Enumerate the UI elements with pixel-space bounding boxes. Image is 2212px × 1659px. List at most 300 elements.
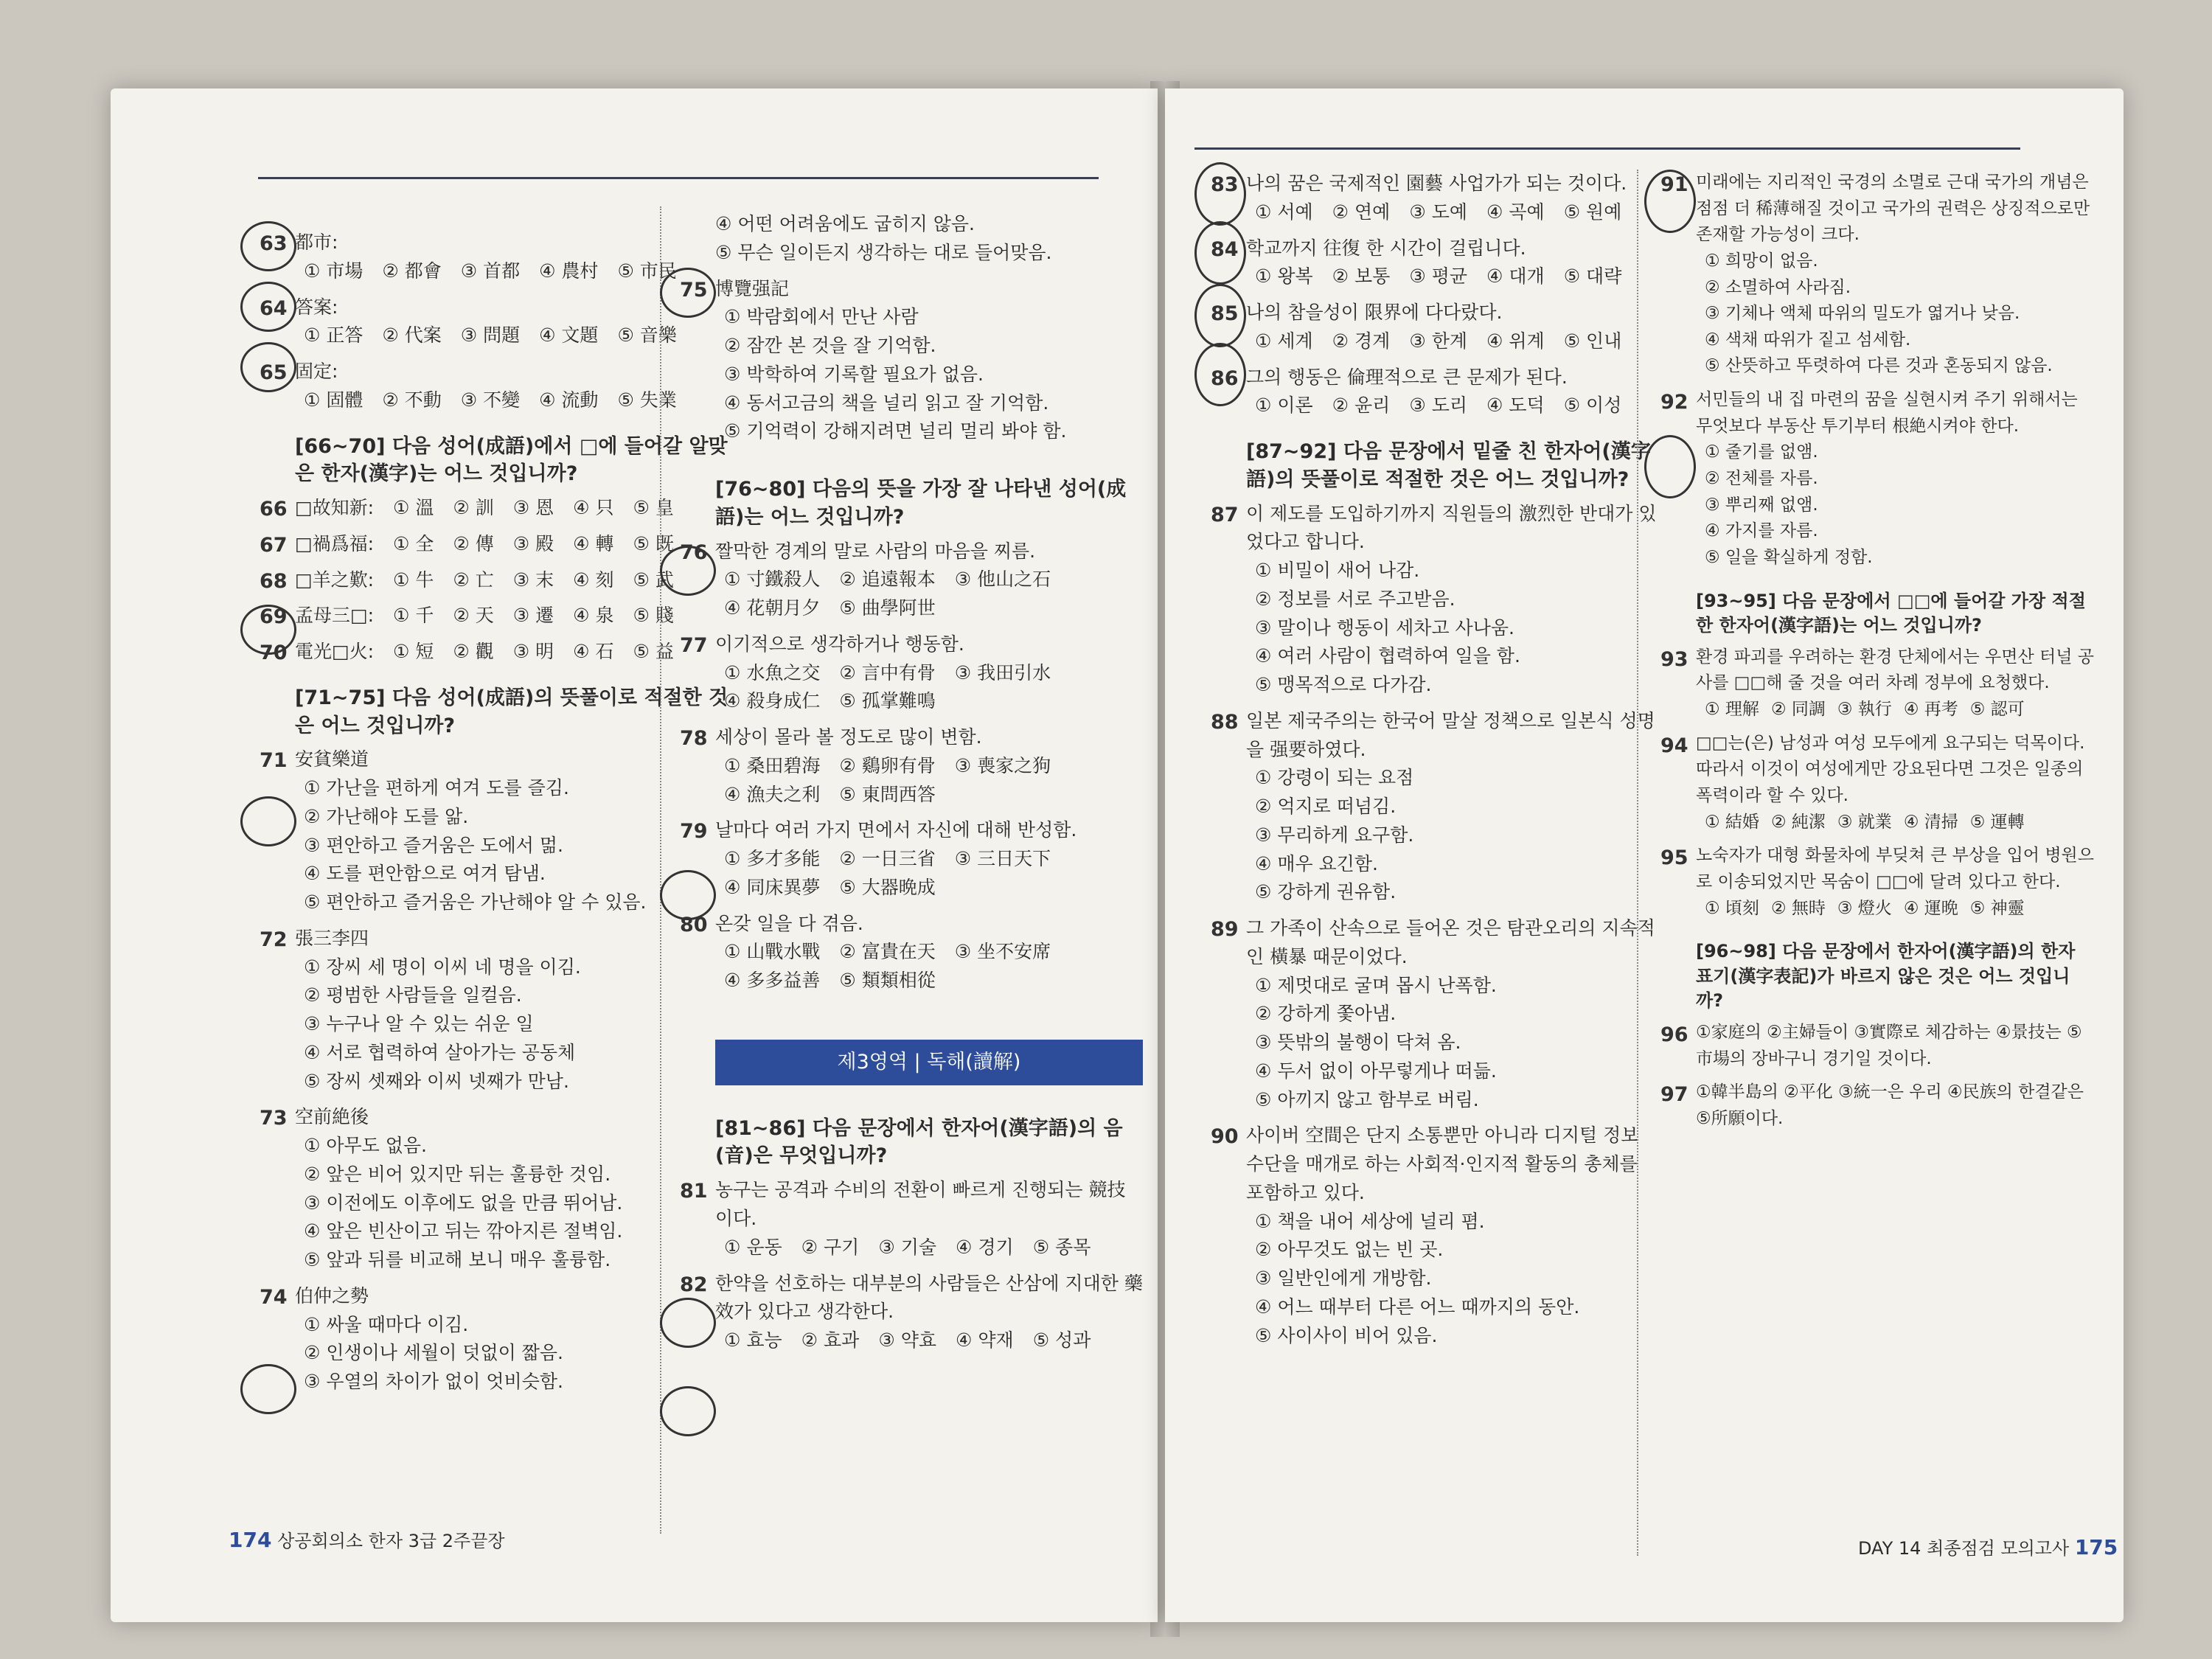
option[interactable]: ④ 여러 사람이 협력하여 일을 함. (1255, 645, 1520, 667)
question-stem: □羊之歎: (295, 568, 375, 591)
option[interactable]: ⑤ 東問西答 (839, 783, 936, 805)
question-84 (1211, 234, 1659, 292)
section-heading: [81~86] 다음 문장에서 한자어(漢字語)의 음(音)은 무엇입니까? (715, 1116, 1123, 1168)
option[interactable]: ④ 대개 (1486, 265, 1545, 288)
options-row (724, 967, 1143, 995)
option[interactable]: ④ 도덕 (1486, 394, 1545, 417)
options-list (1246, 1208, 1659, 1351)
option[interactable]: ④ 경기 (956, 1236, 1014, 1258)
option[interactable]: ① 山戰水戰 (724, 941, 821, 963)
option[interactable]: ④ 약재 (956, 1329, 1014, 1352)
option[interactable]: ⑤ 일을 확실하게 정함. (1705, 547, 1873, 567)
option[interactable]: ④ 위계 (1486, 330, 1545, 352)
question-stem: 博覽强記 (715, 277, 790, 299)
question-72 (260, 925, 730, 1096)
option[interactable]: ③ 일반인에게 개방함. (1255, 1267, 1432, 1290)
option[interactable]: ④ 刻 (573, 568, 614, 591)
question-number: 92 (1660, 391, 1688, 414)
options-row (295, 566, 730, 595)
option[interactable]: ① 세계 (1255, 330, 1313, 352)
options-row (1705, 697, 2094, 723)
option[interactable]: ③ 殿 (512, 532, 554, 554)
question-87 (1211, 500, 1659, 700)
option[interactable]: ⑤ 강하게 권유함. (1255, 881, 1397, 903)
right-column-2 (1660, 170, 2094, 1140)
question-number: 67 (260, 533, 288, 557)
option[interactable]: ① 싸울 때마다 이김. (304, 1313, 469, 1335)
option[interactable]: ② 정보를 서로 주고받음. (1255, 588, 1455, 610)
option[interactable]: ① 비밀이 새어 나감. (1255, 560, 1420, 582)
option[interactable]: ③ 坐不安席 (954, 941, 1051, 963)
question-89 (1211, 914, 1659, 1114)
option[interactable]: ⑤ 이성 (1563, 394, 1622, 417)
option[interactable]: ③ 기체나 액체 따위의 밀도가 엷거나 낮음. (1705, 304, 2020, 324)
question-number: 75 (680, 278, 708, 302)
option[interactable]: ⑤ 類類相從 (839, 970, 936, 992)
option[interactable]: ④ 多多益善 (724, 970, 821, 992)
question-77 (680, 630, 1143, 716)
question-stem: 날마다 여러 가지 면에서 자신에 대해 반성함. (715, 819, 1077, 841)
options-row (1255, 392, 1659, 420)
question-number: 64 (260, 296, 288, 320)
option[interactable]: ① 운동 (724, 1236, 782, 1258)
option[interactable]: ⑤ 神靈 (1969, 898, 2025, 918)
header-rule (1194, 147, 2020, 150)
option[interactable]: ④ 어느 때부터 다른 어느 때까지의 동안. (1255, 1295, 1580, 1318)
option[interactable]: ⑤ 認可 (1969, 700, 2025, 720)
option[interactable]: ④ 漁夫之利 (724, 783, 821, 805)
option[interactable]: ② 純潔 (1770, 812, 1826, 832)
question-86 (1211, 364, 1659, 421)
option[interactable]: ① 固體 (304, 389, 364, 411)
section-heading: [87~92] 다음 문장에서 밑줄 친 한자어(漢字語)의 뜻풀이로 적절한 것은 어느 것입니까? (1246, 440, 1651, 491)
option[interactable]: ⑤ 성과 (1032, 1329, 1091, 1352)
option[interactable]: ⑤ 아끼지 않고 함부로 버림. (1255, 1088, 1479, 1110)
option[interactable]: ⑤ 大器晩成 (839, 876, 936, 898)
question-94 (1660, 731, 2094, 836)
options-row (304, 257, 730, 286)
question-93 (1660, 644, 2094, 723)
question-stem: 그 가족이 산속으로 들어온 것은 탐관오리의 지속적인 橫暴 때문이었다. (1246, 917, 1655, 967)
option[interactable]: ⑤ 대략 (1563, 265, 1622, 288)
option[interactable]: ② 傳 (453, 532, 494, 554)
pen-circle-mark (240, 1364, 296, 1414)
option[interactable]: ④ 어떤 어려움에도 굽히지 않음. (715, 213, 975, 234)
options-row (724, 566, 1143, 594)
option[interactable]: ① 牛 (393, 568, 434, 591)
option[interactable]: ④ 동서고금의 책을 널리 읽고 잘 기억함. (724, 392, 1049, 414)
question-stem: 세상이 몰라 볼 정도로 많이 변함. (715, 726, 982, 748)
options-list (295, 774, 730, 917)
question-number: 90 (1211, 1125, 1239, 1149)
question-number: 82 (680, 1273, 708, 1296)
option[interactable]: ③ 도리 (1409, 394, 1468, 417)
question-78 (680, 723, 1143, 809)
question-stem: 電光□火: (295, 641, 375, 663)
question-number: 66 (260, 498, 288, 521)
option[interactable]: ① 全 (393, 532, 434, 554)
options-list (295, 1311, 730, 1397)
option[interactable]: ④ 再考 (1903, 700, 1958, 720)
question-74 (260, 1282, 730, 1397)
option[interactable]: ⑤ 맹목적으로 다가감. (1255, 674, 1432, 696)
question-stem: 온갖 일을 다 겪음. (715, 912, 863, 934)
question-stem: 安貧樂道 (295, 748, 369, 771)
option[interactable]: ⑤ 賤 (633, 605, 674, 627)
option[interactable]: ③ 喪家之狗 (954, 754, 1051, 776)
question-stem: 짤막한 경계의 말로 사람의 마음을 찌름. (715, 540, 1036, 562)
option[interactable]: ① 책을 내어 세상에 널리 폄. (1255, 1210, 1485, 1232)
option[interactable]: ① 千 (393, 605, 434, 627)
options-row (724, 659, 1143, 688)
option[interactable]: ③ 무리하게 요구함. (1255, 824, 1414, 846)
question-stem: 나의 참을성이 限界에 다다랐다. (1246, 302, 1503, 323)
option[interactable]: ③ 明 (512, 641, 554, 663)
options-row (295, 602, 730, 630)
option[interactable]: ① 제멋대로 굴며 몹시 난폭함. (1255, 974, 1497, 996)
option[interactable]: ⑤ 失業 (617, 389, 677, 411)
question-90 (1211, 1121, 1659, 1350)
option[interactable]: ① 박람회에서 만난 사람 (724, 306, 919, 328)
question-number: 77 (680, 633, 708, 657)
option[interactable]: ② 無時 (1770, 898, 1826, 918)
option[interactable]: ① 多才多能 (724, 848, 821, 870)
question-stem: 학교까지 往復 한 시간이 걸립니다. (1246, 237, 1526, 259)
option[interactable]: ③ 도예 (1409, 201, 1468, 223)
question-73 (260, 1103, 730, 1275)
option[interactable]: ⑤ 편안하고 즐거움은 가난해야 알 수 있음. (304, 891, 647, 914)
question-91 (1660, 170, 2094, 380)
question-number: 63 (260, 232, 288, 255)
question-number: 84 (1211, 237, 1239, 261)
options-list (715, 303, 1143, 446)
option[interactable]: ② 효과 (801, 1329, 860, 1352)
question-stem: 答案: (295, 296, 338, 318)
question-68 (260, 566, 730, 595)
option[interactable]: ② 天 (453, 605, 494, 627)
option[interactable]: ④ 農村 (539, 260, 599, 282)
option[interactable]: ① 水魚之交 (724, 661, 821, 684)
options-row (295, 530, 730, 559)
option[interactable]: ③ 我田引水 (954, 661, 1051, 684)
option[interactable]: ④ 색채 따위가 짙고 섬세함. (1705, 330, 1911, 349)
option[interactable]: ④ 流動 (539, 389, 599, 411)
options-row (724, 938, 1143, 967)
option[interactable]: ① 서예 (1255, 201, 1313, 223)
question-number: 81 (680, 1180, 708, 1203)
option[interactable]: ③ 他山之石 (954, 568, 1051, 591)
option[interactable]: ④ 同床異夢 (724, 876, 821, 898)
question-number: 78 (680, 727, 708, 751)
options-list (1696, 439, 2094, 571)
option[interactable]: ② 아무것도 없는 빈 곳. (1255, 1239, 1444, 1261)
option[interactable]: ② 富貴在天 (839, 941, 936, 963)
options-list (295, 953, 730, 1096)
question-number: 97 (1660, 1083, 1688, 1107)
option[interactable]: ④ 清掃 (1903, 812, 1958, 832)
option[interactable]: ④ 곡예 (1486, 201, 1545, 223)
option[interactable]: ③ 問題 (460, 324, 521, 347)
option[interactable]: ④ 運晩 (1903, 898, 1958, 918)
question-number: 87 (1211, 503, 1239, 526)
option[interactable]: ④ 只 (573, 497, 614, 519)
option[interactable]: ① 아무도 없음. (304, 1135, 428, 1157)
option[interactable]: ⑤ 皇 (633, 497, 674, 519)
question-stem: □故知新: (295, 497, 375, 519)
option[interactable]: ① 結婚 (1705, 812, 1759, 832)
option[interactable]: ⑤ 武 (633, 568, 674, 591)
option[interactable]: ③ 燈火 (1837, 898, 1892, 918)
option[interactable]: ④ 石 (573, 641, 614, 663)
left-column-1 (260, 229, 730, 1404)
question-stem: 농구는 공격과 수비의 전환이 빠르게 진행되는 競技이다. (715, 1179, 1126, 1230)
question-92 (1660, 387, 2094, 571)
option[interactable]: ③ 뜻밖의 불행이 닥쳐 옴. (1255, 1032, 1461, 1054)
option[interactable]: ⑤ 기억력이 강해지려면 널리 멀리 봐야 함. (724, 420, 1067, 442)
option[interactable]: ④ 앞은 빈산이고 뒤는 깎아지른 절벽임. (304, 1220, 623, 1242)
option[interactable]: ⑤ 인내 (1563, 330, 1622, 352)
option[interactable]: ② 보통 (1332, 265, 1391, 288)
question-number: 96 (1660, 1023, 1688, 1046)
option[interactable]: ② 都會 (382, 260, 442, 282)
option[interactable]: ④ 두서 없이 아무렇게나 떠듦. (1255, 1060, 1497, 1082)
option[interactable]: ② 윤리 (1332, 394, 1391, 417)
question-number: 74 (260, 1285, 288, 1309)
options-row (724, 781, 1143, 810)
question-number: 73 (260, 1107, 288, 1130)
left-column-2 (680, 210, 1143, 1363)
option[interactable]: ② 言中有骨 (839, 661, 936, 684)
option[interactable]: ① 장씨 세 명이 이씨 네 명을 이김. (304, 956, 581, 978)
option[interactable]: ① 효능 (724, 1329, 782, 1352)
option[interactable]: ③ 우열의 차이가 없이 엇비슷함. (304, 1371, 563, 1393)
option[interactable]: ② 鷄卵有骨 (839, 754, 936, 776)
option[interactable]: ② 연예 (1332, 201, 1391, 223)
option[interactable]: ② 가난해야 도를 앎. (304, 805, 469, 827)
left-page (111, 88, 1158, 1622)
page-footer (1858, 1534, 2118, 1559)
option[interactable]: ⑤ 既 (633, 532, 674, 554)
options-row (724, 594, 1143, 623)
option[interactable]: ② 亡 (453, 568, 494, 591)
question-69 (260, 602, 730, 630)
options-row (295, 494, 730, 523)
option[interactable]: ② 경계 (1332, 330, 1391, 352)
option[interactable]: ② 訓 (453, 497, 494, 519)
day-title: DAY 14 최종점검 모의고사 (1858, 1538, 2070, 1559)
option[interactable]: ③ 三日天下 (954, 848, 1051, 870)
question-74-continued (715, 210, 1143, 268)
option[interactable]: ① 頃刻 (1705, 898, 1759, 918)
option[interactable]: ② 전체를 자름. (1705, 469, 1818, 489)
option[interactable]: ④ 文題 (539, 324, 599, 347)
option[interactable]: ④ 가지를 자름. (1705, 521, 1818, 541)
option[interactable]: ③ 首都 (460, 260, 521, 282)
option[interactable]: ④ 泉 (573, 605, 614, 627)
option[interactable]: ① 강령이 되는 요점 (1255, 767, 1414, 789)
option[interactable]: ① 희망이 없음. (1705, 251, 1818, 271)
options-row (724, 687, 1143, 716)
section-heading: [96~98] 다음 문장에서 한자어(漢字語)의 한자 표기(漢字表記)가 바르지 않은 것은 어느 것입니까? (1696, 941, 2076, 1012)
pen-circle-mark (240, 796, 296, 846)
option[interactable]: ⑤ 산뜻하고 뚜렷하여 다른 것과 혼동되지 않음. (1705, 356, 2053, 376)
question-88 (1211, 707, 1659, 907)
options-row (1255, 262, 1659, 291)
option[interactable]: ④ 花朝月夕 (724, 597, 821, 619)
option[interactable]: ② 소멸하여 사라짐. (1705, 277, 1851, 297)
question-stem[interactable]: ①家庭의 ②主婦들이 ③實際로 체감하는 ④景技는 ⑤市場의 장바구니 경기일 것이다. (1696, 1022, 2082, 1068)
option[interactable]: ③ 末 (512, 568, 554, 591)
option[interactable]: ③ 就業 (1837, 812, 1892, 832)
option[interactable]: ② 一日三省 (839, 848, 936, 870)
option[interactable]: ② 인생이나 세월이 덧없이 짧음. (304, 1342, 563, 1364)
option[interactable]: ④ 轉 (573, 532, 614, 554)
option[interactable]: ① 줄기를 없앰. (1705, 442, 1818, 462)
question-85 (1211, 299, 1659, 356)
question-75 (680, 275, 1143, 447)
option[interactable]: ③ 執行 (1837, 700, 1892, 720)
option[interactable]: ③ 뿌리째 없앰. (1705, 495, 1818, 515)
question-95 (1660, 843, 2094, 922)
question-number: 65 (260, 361, 288, 384)
question-stem: 이기적으로 생각하거나 행동함. (715, 633, 964, 655)
option[interactable]: ⑤ 運轉 (1969, 812, 2025, 832)
option[interactable]: ③ 恩 (512, 497, 554, 519)
option[interactable]: ④ 殺身成仁 (724, 690, 821, 712)
option[interactable]: ⑤ 사이사이 비어 있음. (1255, 1324, 1438, 1346)
options-list (1246, 972, 1659, 1115)
options-row (304, 321, 730, 350)
option[interactable]: ① 溫 (393, 497, 434, 519)
question-82 (680, 1270, 1143, 1355)
question-number: 91 (1660, 173, 1688, 196)
option[interactable]: ② 不動 (382, 389, 442, 411)
option[interactable]: ④ 서로 협력하여 살아가는 공동체 (304, 1041, 576, 1063)
option[interactable]: ② 억지로 떠넘김. (1255, 796, 1397, 818)
option[interactable]: ② 追遠報本 (839, 568, 936, 591)
question-number: 85 (1211, 302, 1239, 325)
option[interactable]: ③ 이전에도 이후에도 없을 만큼 뛰어남. (304, 1192, 623, 1214)
option[interactable]: ① 이론 (1255, 394, 1313, 417)
option[interactable]: ③ 不變 (460, 389, 521, 411)
option[interactable]: ① 市場 (304, 260, 364, 282)
option[interactable]: ① 왕복 (1255, 265, 1313, 288)
options-row (724, 845, 1143, 874)
question-number: 88 (1211, 710, 1239, 734)
option[interactable]: ⑤ 앞과 뒤를 비교해 보니 매우 훌륭함. (304, 1249, 611, 1271)
options-list (1246, 764, 1659, 907)
header-rule (258, 177, 1099, 179)
option[interactable]: ⑤ 益 (633, 641, 674, 663)
option[interactable]: ④ 도를 편안함으로 여겨 탐냄. (304, 863, 546, 885)
option[interactable]: ⑤ 종목 (1032, 1236, 1091, 1258)
question-stem: 환경 파괴를 우려하는 환경 단체에서는 우면산 터널 공사를 □□해 줄 것을 여러 차례 정부에 요청했다. (1696, 647, 2094, 693)
question-number: 69 (260, 605, 288, 629)
option[interactable]: ② 觀 (453, 641, 494, 663)
question-number: 68 (260, 569, 288, 593)
options-row (1705, 810, 2094, 836)
option[interactable]: ③ 편안하고 즐거움은 도에서 멂. (304, 834, 563, 856)
option[interactable]: ③ 누구나 알 수 있는 쉬운 일 (304, 1013, 534, 1035)
options-list (1696, 248, 2094, 380)
options-row (295, 638, 730, 667)
option[interactable]: ② 代案 (382, 324, 442, 347)
question-stem: 그의 행동은 倫理적으로 큰 문제가 된다. (1246, 366, 1568, 388)
option[interactable]: ③ 말이나 행동이 세차고 사나움. (1255, 616, 1514, 639)
option[interactable]: ⑤ 원예 (1563, 201, 1622, 223)
option[interactable]: ① 理解 (1705, 700, 1759, 720)
option[interactable]: ① 短 (393, 641, 434, 663)
question-number: 72 (260, 928, 288, 951)
question-stem: 노숙자가 대형 화물차에 부딪쳐 큰 부상을 입어 병원으로 이송되었지만 목숨이 □□에 달려 있다고 한다. (1696, 846, 2094, 891)
question-79 (680, 816, 1143, 902)
option[interactable]: ② 구기 (801, 1236, 860, 1258)
section-heading: [71~75] 다음 성어(成語)의 뜻풀이로 적절한 것은 어느 것입니까? (295, 686, 728, 737)
question-64 (260, 293, 730, 351)
question-number: 76 (680, 540, 708, 564)
question-number: 70 (260, 641, 288, 665)
question-63 (260, 229, 730, 286)
options-row (1255, 327, 1659, 356)
option[interactable]: ② 평범한 사람들을 일컬음. (304, 984, 522, 1006)
question-96 (1660, 1020, 2094, 1072)
question-stem: 이 제도를 도입하기까지 직원들의 激烈한 반대가 있었다고 합니다. (1246, 502, 1657, 553)
option[interactable]: ⑤ 孤掌難鳴 (839, 690, 936, 712)
section-heading: [93~95] 다음 문장에서 □□에 들어갈 가장 적절한 한자어(漢字語)는 어느 것입니까? (1696, 590, 2086, 636)
question-stem: □□는(은) 남성과 여성 모두에게 요구되는 덕목이다. 따라서 이것이 여성에게만 강요된다면 그것은 일종의 폭력이라 할 수 있다. (1696, 733, 2085, 805)
page-number: 174 (229, 1528, 272, 1552)
option[interactable]: ② 강하게 쫓아냄. (1255, 1003, 1397, 1025)
options-row (1255, 198, 1659, 227)
option[interactable]: ① 가난을 편하게 여겨 도를 즐김. (304, 777, 569, 799)
option[interactable]: ③ 遷 (512, 605, 554, 627)
question-65 (260, 358, 730, 415)
question-70 (260, 638, 730, 667)
options-row (724, 874, 1143, 902)
option[interactable]: ⑤ 장씨 셋째와 이씨 넷째가 만남. (304, 1070, 569, 1092)
option[interactable]: ① 正答 (304, 324, 364, 347)
option[interactable]: ③ 한계 (1409, 330, 1468, 352)
page-number: 175 (2074, 1535, 2118, 1559)
right-column-1 (1211, 170, 1659, 1357)
option[interactable]: ① 桑田碧海 (724, 754, 821, 776)
option[interactable]: ⑤ 音樂 (617, 324, 677, 347)
options-row (1705, 896, 2094, 922)
book-title: 상공회의소 한자 3급 2주끝장 (277, 1531, 505, 1551)
option[interactable]: ③ 기술 (878, 1236, 937, 1258)
question-stem: 사이버 空間은 단지 소통뿐만 아니라 디지털 정보 수단을 매개로 하는 사회적·인지적 활동의 총체를 포함하고 있다. (1246, 1124, 1639, 1203)
option[interactable]: ⑤ 曲學阿世 (839, 597, 936, 619)
question-67 (260, 530, 730, 559)
question-stem: 서민들의 내 집 마련의 꿈을 실현시켜 주기 위해서는 무엇보다 부동산 투기부터 根絶시켜야 한다. (1696, 390, 2078, 436)
option[interactable]: ⑤ 무슨 일이든지 생각하는 대로 들어맞음. (715, 241, 1052, 263)
option[interactable]: ② 잠깐 본 것을 잘 기억함. (724, 335, 936, 356)
question-stem: 空前絶後 (295, 1106, 369, 1128)
option[interactable]: ④ 매우 요긴함. (1255, 852, 1379, 874)
column-divider (660, 206, 661, 1534)
option[interactable]: ② 앞은 비어 있지만 뒤는 훌륭한 것임. (304, 1163, 611, 1185)
option[interactable]: ① 寸鐵殺人 (724, 568, 821, 591)
option[interactable]: ③ 평균 (1409, 265, 1468, 288)
option[interactable]: ② 同調 (1770, 700, 1826, 720)
option[interactable]: ③ 약효 (878, 1329, 937, 1352)
right-page (1165, 88, 2124, 1622)
question-stem[interactable]: ①韓半島의 ②平化 ③統一은 우리 ④民族의 한결같은 ⑤所願이다. (1696, 1082, 2084, 1128)
question-stem: 한약을 선호하는 대부분의 사람들은 산삼에 지대한 藥效가 있다고 생각한다. (715, 1272, 1143, 1323)
options-list (1246, 557, 1659, 700)
option[interactable]: ⑤ 市民 (617, 260, 677, 282)
option[interactable]: ③ 박학하여 기록할 필요가 없음. (724, 363, 984, 385)
